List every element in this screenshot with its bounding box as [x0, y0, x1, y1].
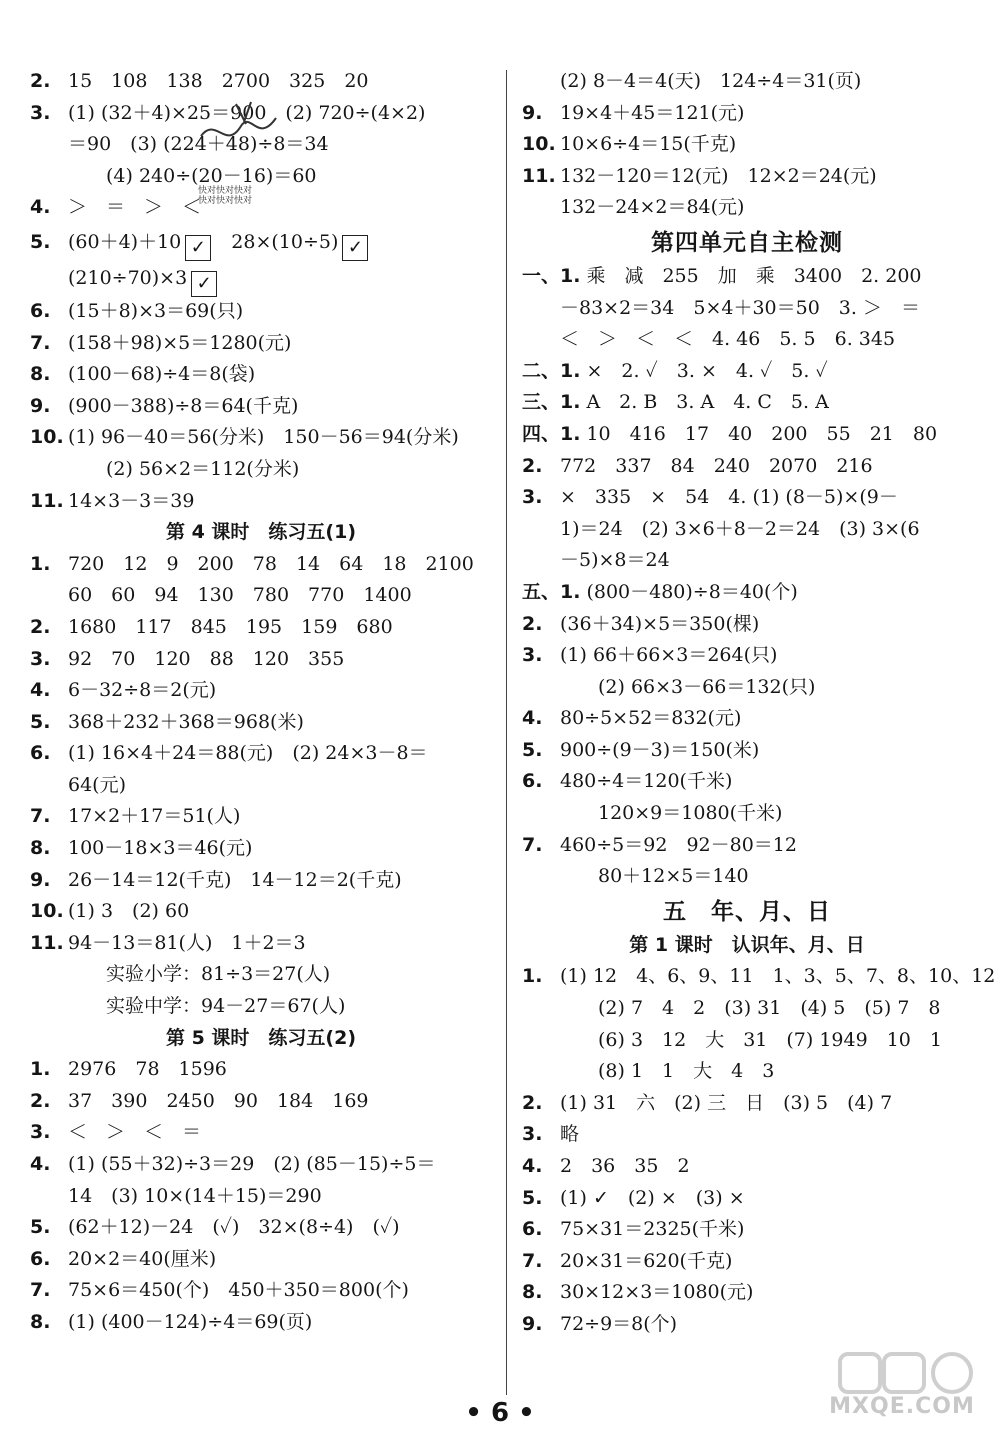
- answer-line: [522, 640, 972, 672]
- answer-line: [522, 961, 996, 993]
- answer-line: [522, 356, 972, 388]
- item-number: 3.: [522, 1123, 543, 1146]
- answer-line: [522, 324, 972, 356]
- item-number: 4.: [30, 196, 51, 219]
- answer-line: [30, 612, 492, 644]
- item-number: 6.: [30, 1247, 51, 1270]
- answer-text: × 335 × 54 4. (1) (8－5)×(9－: [560, 486, 898, 509]
- answer-text: (800－480)÷8＝40(个): [586, 580, 798, 603]
- item-number: 10.: [30, 900, 64, 923]
- answer-text: (1) (400－124)÷4＝69(页): [68, 1310, 313, 1333]
- item-number: 7.: [30, 1279, 51, 1302]
- answer-line: [30, 422, 492, 454]
- answer-text: 略: [560, 1123, 580, 1146]
- answer-line: [30, 770, 492, 802]
- answer-text: (2) 56×2＝112(分米): [106, 457, 300, 480]
- answer-text: A 2. B 3. A 4. C 5. A: [586, 391, 829, 414]
- answer-line: [522, 1056, 972, 1088]
- answer-text: (36＋34)×5＝350(棵): [560, 612, 760, 635]
- answer-text: (1) 31 六 (2) 三 日 (3) 5 (4) 7: [560, 1091, 893, 1114]
- answer-text: 772 337 84 240 2070 216: [560, 454, 873, 477]
- item-number: 11.: [30, 489, 64, 512]
- answer-line: [522, 261, 972, 293]
- item-number: 五、1.: [522, 580, 581, 603]
- answer-line: [30, 549, 492, 581]
- page-number: • 6 •: [465, 1398, 535, 1428]
- answer-text: 720 12 9 200 78 14 64 18 2100: [68, 552, 474, 575]
- answer-line: [30, 1307, 492, 1339]
- item-number: 一、1.: [522, 264, 581, 287]
- item-number: 8.: [30, 363, 51, 386]
- answer-text: 实验中学：94－27＝67(人): [106, 995, 346, 1018]
- answer-line: [522, 735, 972, 767]
- item-number: 7.: [522, 1249, 543, 1272]
- item-number: 3.: [522, 486, 543, 509]
- answer-line: [522, 98, 972, 130]
- item-number: 3.: [30, 647, 51, 670]
- answer-text: 2976 78 1596: [68, 1058, 227, 1081]
- answer-line: [522, 545, 972, 577]
- item-number: 5.: [30, 1216, 51, 1239]
- item-number: 8.: [522, 1281, 543, 1304]
- item-number: 6.: [522, 1218, 543, 1241]
- answer-text: 60 60 94 130 780 770 1400: [68, 584, 412, 607]
- answer-text: 120×9＝1080(千米): [598, 802, 783, 825]
- answer-line: [30, 66, 492, 98]
- item-number: 3.: [522, 644, 543, 667]
- answer-text: 乘 减 255 加 乘 3400 2. 200: [586, 264, 922, 287]
- answer-line: [30, 359, 492, 391]
- answer-line: [522, 1151, 972, 1183]
- section-heading: 第四单元自主检测: [651, 228, 843, 256]
- answer-line: [522, 1025, 972, 1057]
- answer-text: (4) 240÷(20－16)＝60: [106, 164, 317, 187]
- item-number: 2.: [30, 1089, 51, 1112]
- item-number: 5.: [522, 1186, 543, 1209]
- answer-text: (2) 7 4 2 (3) 31 (4) 5 (5) 7 8: [598, 997, 941, 1020]
- item-number: 3.: [30, 101, 51, 124]
- item-number: 11.: [30, 931, 64, 954]
- answer-line: [30, 1275, 492, 1307]
- section-heading: 五 年、月、日: [663, 897, 831, 925]
- item-number: 4.: [30, 1153, 51, 1175]
- answer-text: (100－68)÷4＝8(袋): [68, 363, 256, 386]
- answer-text: 1680 117 845 195 159 680: [68, 615, 393, 638]
- answer-line: [522, 830, 972, 862]
- checkbox-checked-icon: ✓: [191, 271, 217, 297]
- answer-text: 480÷4＝120(千米): [560, 770, 733, 793]
- answer-line: [30, 833, 492, 865]
- handwriting-scribble: [196, 96, 286, 166]
- answer-line: [522, 1309, 972, 1341]
- section-subheading: 第 4 课时 练习五(1): [165, 521, 357, 544]
- answer-line: [30, 1244, 492, 1276]
- answer-text: ＜ ＞ ＜ ＜ 4. 46 5. 5 6. 345: [560, 328, 896, 351]
- answer-text: 15 108 138 2700 325 20: [68, 70, 369, 92]
- answer-line: [30, 1054, 492, 1086]
- answer-text: 75×31＝2325(千米): [560, 1218, 745, 1241]
- answer-text: 132－24×2＝84(元): [560, 196, 745, 219]
- item-number: 1.: [522, 965, 543, 988]
- item-number: 5.: [522, 738, 543, 761]
- left-column: [30, 66, 492, 1339]
- answer-text: 19×4＋45＝121(元): [560, 101, 745, 124]
- answer-text: －5)×8＝24: [560, 549, 670, 572]
- answer-line: [30, 1149, 492, 1181]
- answer-line: [522, 419, 972, 451]
- answer-text: (900－388)÷8＝64(千克): [68, 394, 299, 417]
- answer-text: 72÷9＝8(个): [560, 1312, 678, 1335]
- checkbox-checked-icon: ✓: [342, 235, 368, 261]
- answer-text: (1) 16×4＋24＝88(元) (2) 24×3－8＝: [68, 742, 428, 765]
- item-number: 7.: [30, 805, 51, 828]
- item-number: 6.: [522, 770, 543, 793]
- answer-line: [522, 672, 972, 704]
- item-number: 4.: [522, 707, 543, 730]
- answer-line: [522, 161, 972, 193]
- answer-text: 80÷5×52＝832(元): [560, 707, 742, 730]
- item-number: 6.: [30, 742, 51, 765]
- answer-text: 94－13＝81(人) 1＋2＝3: [68, 931, 306, 954]
- answer-text: (1) 3 (2) 60: [68, 900, 190, 923]
- answer-text: 64(元): [68, 773, 127, 796]
- answer-line: [30, 991, 492, 1023]
- answer-text: (210÷70)×3: [68, 266, 188, 289]
- answer-line: [30, 707, 492, 739]
- answer-text: (60＋4)＋10: [68, 230, 182, 253]
- answer-line: [522, 514, 972, 546]
- answer-line: [30, 391, 492, 423]
- item-number: 8.: [30, 1310, 51, 1333]
- answer-line: [522, 192, 972, 224]
- answer-text: (1) 96－40＝56(分米) 150－56＝94(分米): [68, 426, 459, 449]
- item-number: 三、1.: [522, 391, 581, 414]
- answer-text: 17×2＋17＝51(人): [68, 805, 241, 828]
- answer-line: [522, 66, 972, 98]
- column-divider: [506, 70, 507, 1395]
- watermark: [812, 1348, 992, 1432]
- answer-line: [30, 580, 492, 612]
- answer-line: [30, 1086, 492, 1118]
- item-number: 四、1.: [522, 422, 581, 445]
- item-number: 4.: [522, 1155, 543, 1177]
- answer-line: [522, 766, 972, 798]
- answer-text: 2 36 35 2: [560, 1155, 690, 1177]
- answer-text: 1)＝24 (2) 3×6＋8－2＝24 (3) 3×(6: [560, 517, 920, 540]
- answer-text: × 2. ✓ 3. × 4. ✓ 5. ✓: [586, 359, 828, 382]
- item-number: 9.: [522, 101, 543, 124]
- corner-stamp: [198, 186, 252, 206]
- answer-text: 100－18×3＝46(元): [68, 837, 253, 860]
- checkbox-checked-icon: ✓: [185, 235, 211, 261]
- item-number: 1.: [30, 1058, 51, 1081]
- answer-text: (1) (55＋32)÷3＝29 (2) (85－15)÷5＝: [68, 1153, 436, 1175]
- answer-line: [30, 1212, 492, 1244]
- answer-line: [522, 703, 972, 735]
- answer-line: [522, 1246, 972, 1278]
- answer-text: 460÷5＝92 92－80＝12: [560, 833, 797, 856]
- answer-line: [30, 865, 492, 897]
- answer-line: [30, 959, 492, 991]
- answer-text: (2) 66×3－66＝132(只): [598, 675, 816, 698]
- answer-line: [522, 577, 972, 609]
- answer-line: [522, 451, 972, 483]
- answer-text: 368＋232＋368＝968(米): [68, 710, 304, 733]
- answer-text: (62＋12)－24 (✓) 32×(8÷4) (✓): [68, 1216, 400, 1239]
- answer-line: [522, 1277, 972, 1309]
- right-column: [522, 66, 996, 1341]
- answer-line: [522, 482, 972, 514]
- item-number: 2.: [30, 615, 51, 638]
- answer-line: [522, 1214, 972, 1246]
- answer-line: [522, 861, 972, 893]
- answer-line: [30, 296, 492, 328]
- answer-line: [30, 644, 492, 676]
- answer-text: 132－120＝12(元) 12×2＝24(元): [560, 164, 877, 187]
- answer-line: [30, 1117, 492, 1149]
- answer-text: (1) 12 4、6、9、11 1、3、5、7、8、10、12: [560, 965, 996, 988]
- answer-line: [30, 1181, 492, 1213]
- item-number: 11.: [522, 164, 556, 187]
- answer-text: 30×12×3＝1080(元): [560, 1281, 754, 1304]
- answer-line: [30, 224, 492, 260]
- answer-text: (1) ✓ (2) × (3) ×: [560, 1186, 745, 1209]
- answer-line: [522, 387, 972, 419]
- answer-line: [522, 129, 972, 161]
- answer-text: 10×6÷4＝15(千克): [560, 133, 737, 156]
- answer-text: (1) 66＋66×3＝264(只): [560, 644, 778, 667]
- answer-line: [522, 1119, 972, 1151]
- item-number: 5.: [30, 230, 51, 253]
- answer-text: (6) 3 12 大 31 (7) 1949 10 1: [598, 1028, 942, 1051]
- answer-text: (1) (32＋4)×25＝900 (2) 720÷(4×2): [68, 101, 426, 124]
- answer-line: [30, 928, 492, 960]
- answer-line: [30, 260, 492, 296]
- item-number: 6.: [30, 299, 51, 322]
- answer-line: [30, 454, 492, 486]
- answer-line: [30, 738, 492, 770]
- item-number: 4.: [30, 679, 51, 702]
- answer-text: 10 416 17 40 200 55 21 80: [586, 422, 938, 445]
- answer-text: 6－32÷8＝2(元): [68, 679, 217, 702]
- answer-text: (8) 1 1 大 4 3: [598, 1060, 775, 1083]
- item-number: 10.: [30, 426, 64, 449]
- answer-text: 75×6＝450(个) 450＋350＝800(个): [68, 1279, 409, 1302]
- answer-line: [522, 1183, 972, 1215]
- watermark-logo: [812, 1348, 992, 1398]
- answer-line: [30, 896, 492, 928]
- answer-text: 28×(10÷5): [231, 230, 339, 253]
- answer-line: [30, 675, 492, 707]
- answer-text: 900÷(9－3)＝150(米): [560, 738, 760, 761]
- answer-text: ＞ ＝ ＞ ＜: [68, 196, 202, 219]
- section-subheading: 第 1 课时 认识年、月、日: [629, 933, 865, 956]
- answer-text: 37 390 2450 90 184 169: [68, 1089, 369, 1112]
- item-number: 2.: [522, 454, 543, 477]
- answer-text: 实验小学：81÷3＝27(人): [106, 963, 331, 986]
- answer-text: 14 (3) 10×(14＋15)＝290: [68, 1184, 322, 1207]
- answer-line: [522, 609, 972, 641]
- item-number: 7.: [522, 833, 543, 856]
- item-number: 9.: [522, 1312, 543, 1335]
- answer-text: 80＋12×5＝140: [598, 865, 749, 888]
- section-subheading: 第 5 课时 练习五(2): [165, 1026, 357, 1049]
- item-number: 1.: [30, 552, 51, 575]
- item-number: 9.: [30, 868, 51, 891]
- answer-text: 20×2＝40(厘米): [68, 1247, 217, 1270]
- answer-text: (158＋98)×5＝1280(元): [68, 331, 292, 354]
- item-number: 7.: [30, 331, 51, 354]
- answer-text: 14×3－3＝39: [68, 489, 195, 512]
- answer-line: [522, 993, 972, 1025]
- item-number: 9.: [30, 394, 51, 417]
- item-number: 10.: [522, 133, 556, 156]
- item-number: 8.: [30, 837, 51, 860]
- answer-text: ＜ ＞ ＜ ＝: [68, 1121, 202, 1144]
- answer-text: －83×2＝34 5×4＋30＝50 3. ＞ ＝: [560, 296, 920, 319]
- answer-text: 20×31＝620(千克): [560, 1249, 733, 1272]
- item-number: 2.: [522, 1091, 543, 1114]
- answer-text: ＝90 (3) (224＋48)÷8＝34: [68, 133, 329, 156]
- item-number: 3.: [30, 1121, 51, 1144]
- answer-line: [30, 486, 492, 518]
- stamp-line: 快对快对快对: [198, 196, 253, 206]
- answer-text: (15＋8)×3＝69(只): [68, 299, 244, 322]
- answer-line: [30, 801, 492, 833]
- answer-line: [522, 293, 972, 325]
- answer-text: 92 70 120 88 120 355: [68, 647, 345, 670]
- answer-text: (2) 8－4＝4(天) 124÷4＝31(页): [560, 70, 862, 92]
- answer-line: [522, 1088, 972, 1120]
- answer-line: [30, 328, 492, 360]
- item-number: 5.: [30, 710, 51, 733]
- item-number: 2.: [30, 70, 51, 92]
- item-number: 二、1.: [522, 359, 581, 382]
- item-number: 2.: [522, 612, 543, 635]
- stamp-line: 快对快对快对: [198, 186, 253, 196]
- answer-line: [522, 798, 972, 830]
- answer-line: [30, 192, 492, 224]
- watermark-text: MXQE.COM: [829, 1394, 975, 1419]
- answer-text: 26－14＝12(千克) 14－12＝2(千克): [68, 868, 402, 891]
